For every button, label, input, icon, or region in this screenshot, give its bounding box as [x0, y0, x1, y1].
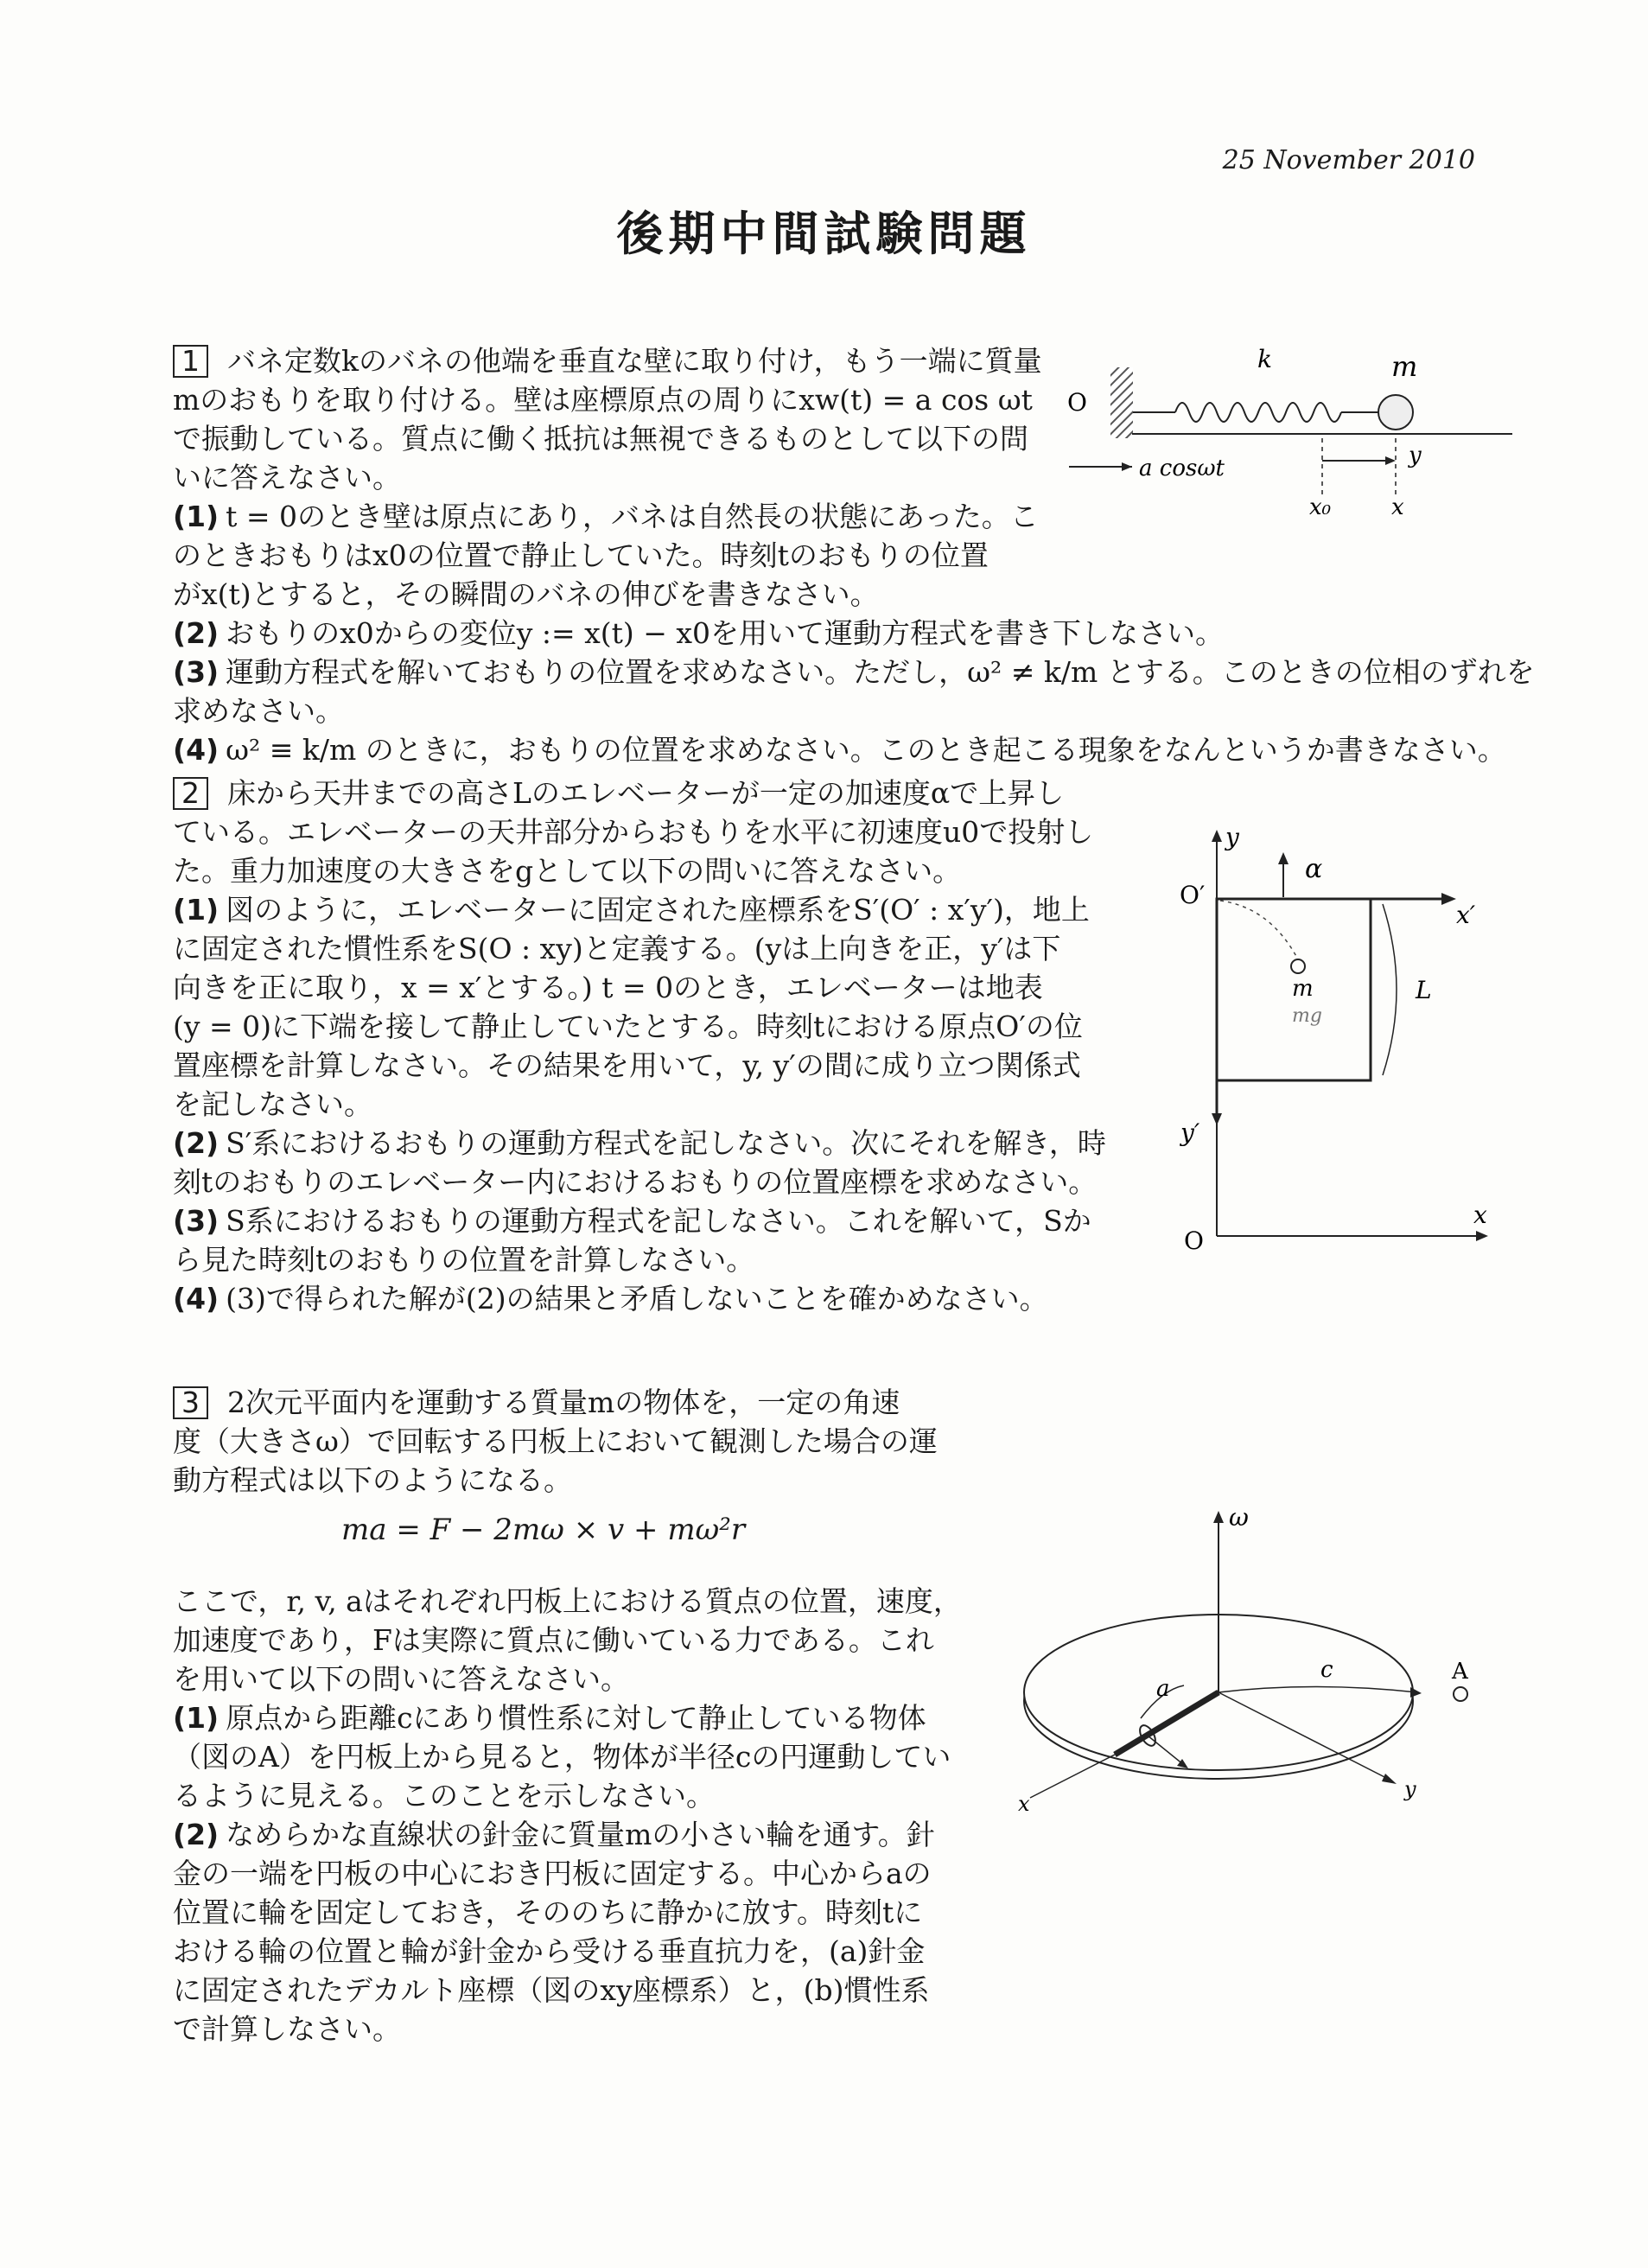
acceleration-label: α — [1305, 854, 1323, 884]
problem-2-line: 2 床から天井までの高さLのエレベーターが一定の加速度αで上昇し — [173, 774, 1064, 812]
omega-label: ω — [1229, 1503, 1249, 1532]
problem-2-line: ている。エレベーターの天井部分からおもりを水平に初速度u0で投射し — [173, 815, 1094, 849]
problem-1-line: 1 バネ定数kのバネの他端を垂直な壁に取り付け，もう一端に質量 — [173, 341, 1042, 380]
problem-3-q2: (2) なめらかな直線状の針金に質量mの小さい輪を通す。針 — [173, 1818, 935, 1851]
problem-1-line: がx(t)とすると，その瞬間のバネの伸びを書きなさい。 — [173, 577, 879, 611]
problem-2-line: ら見た時刻tのおもりの位置を計算しなさい。 — [173, 1243, 755, 1277]
equation-of-motion: ma = F − 2mω × v + mω²r — [341, 1513, 746, 1547]
x-prime-axis-label: x′ — [1456, 901, 1476, 929]
mass-label: m — [1292, 976, 1314, 1002]
x-label: x — [1391, 494, 1404, 520]
gravity-label: mg — [1292, 1005, 1322, 1027]
problem-2-q1: (1) 図のように，エレベーターに固定された座標系をS′(O′ : x′y′)，地上 — [173, 893, 1090, 927]
trajectory — [1220, 901, 1298, 959]
problem-1-line: で振動している。質点に働く抵抗は無視できるものとして以下の問 — [173, 422, 1028, 456]
problem-1-line: mのおもりを取り付ける。壁は座標原点の周りにxw(t) = a cos ωt — [173, 383, 1033, 417]
problem-3-line: 3 2次元平面内を運動する質量mの物体を，一定の角速 — [173, 1383, 900, 1422]
problem-2-number: 2 — [173, 777, 208, 810]
distance-a-label: a — [1156, 1676, 1170, 1702]
spring-constant-label: k — [1257, 345, 1272, 373]
x-axis-label: x — [1018, 1792, 1030, 1816]
object-A — [1454, 1687, 1467, 1701]
wall — [1110, 367, 1133, 438]
problem-3-line: に固定されたデカルト座標（図のxy座標系）と，(b)慣性系 — [173, 1973, 930, 2007]
problem-2-q4: (4) (3)で得られた解が(2)の結果と矛盾しないことを確かめなさい。 — [173, 1282, 1048, 1316]
problem-3-line: ここで，r, v, aはそれぞれ円板上における質点の位置，速度， — [173, 1584, 962, 1618]
problem-2-q3: (3) S系におけるおもりの運動方程式を記しなさい。これを解いて，Sか — [173, 1204, 1091, 1238]
y-prime-axis-label: y′ — [1180, 1118, 1200, 1147]
exam-title: 後期中間試験問題 — [616, 206, 1032, 261]
elevator-figure — [1167, 821, 1530, 1271]
rotating-disk-figure — [1011, 1495, 1495, 1824]
problem-3-line: 位置に輪を固定しておき，そののちに静かに放す。時刻tに — [173, 1895, 923, 1929]
problem-1-line: いに答えなさい。 — [173, 461, 401, 494]
problem-3-line: （図のA）を円板上から見ると，物体が半径cの円運動してい — [173, 1740, 951, 1774]
spring — [1175, 403, 1341, 422]
problem-1-line: 求めなさい。 — [173, 694, 344, 728]
spring-mass-figure — [1046, 341, 1530, 549]
x0-label: x₀ — [1309, 494, 1332, 520]
mass-label: m — [1391, 350, 1418, 383]
problem-3-line: 動方程式は以下のようになる。 — [173, 1463, 572, 1497]
origin-O-prime-label: O′ — [1180, 881, 1206, 909]
problem-2-line: を記しなさい。 — [173, 1087, 372, 1121]
problem-1-number: 1 — [173, 345, 208, 378]
problem-2-line: 置座標を計算しなさい。その結果を用いて，y, y′の間に成り立つ関係式 — [173, 1048, 1081, 1082]
projectile — [1291, 959, 1305, 973]
object-A-label: A — [1452, 1659, 1468, 1685]
exam-date: 25 November 2010 — [1222, 145, 1475, 175]
distance-c-label: c — [1320, 1657, 1333, 1683]
problem-2-line: に固定された慣性系をS(O : xy)と定義する。(yは上向きを正，y′は下 — [173, 932, 1061, 965]
mass-ball — [1378, 395, 1413, 430]
height-bracket — [1383, 904, 1397, 1075]
problem-1-line: のときおもりはx0の位置で静止していた。時刻tのおもりの位置 — [173, 538, 989, 572]
problem-3-line: で計算しなさい。 — [173, 2012, 401, 2046]
problem-3-line: を用いて以下の問いに答えなさい。 — [173, 1662, 629, 1696]
y-axis-label: y — [1404, 1777, 1416, 1801]
problem-2-q2: (2) S′系におけるおもりの運動方程式を記しなさい。次にそれを解き，時 — [173, 1126, 1106, 1160]
problem-3-q1: (1) 原点から距離cにあり慣性系に対して静止している物体 — [173, 1701, 926, 1735]
origin-label: O — [1067, 388, 1087, 417]
problem-3-line: 加速度であり，Fは実際に質点に働いている力である。これ — [173, 1623, 934, 1657]
problem-3-line: 度（大きさω）で回転する円板上において観測した場合の運 — [173, 1424, 938, 1458]
problem-1-q1: (1) t = 0のとき壁は原点にあり，バネは自然長の状態にあった。こ — [173, 500, 1039, 533]
y-axis-label: y — [1225, 823, 1239, 851]
problem-3-number: 3 — [173, 1386, 208, 1419]
height-L-label: L — [1416, 976, 1432, 1004]
wall-displacement-label: a cosωt — [1139, 456, 1225, 481]
problem-1-q3: (3) 運動方程式を解いておもりの位置を求めなさい。ただし，ω² ≠ k/m とする。このときの位相のずれを — [173, 655, 1535, 689]
origin-O-label: O — [1184, 1226, 1204, 1255]
problem-2-line: 向きを正に取り，x = x′とする。) t = 0のとき，エレベーターは地表 — [173, 971, 1043, 1004]
problem-1-q2: (2) おもりのx0からの変位y := x(t) − x0を用いて運動方程式を書き下しなさい。 — [173, 616, 1224, 650]
problem-3-line: 金の一端を円板の中心におき円板に固定する。中心からaの — [173, 1857, 932, 1890]
problem-2-line: 刻tのおもりのエレベーター内におけるおもりの位置座標を求めなさい。 — [173, 1165, 1098, 1199]
x-axis-label: x — [1473, 1201, 1487, 1229]
problem-2-line: (y = 0)に下端を接して静止していたとする。時刻tにおける原点O′の位 — [173, 1010, 1083, 1043]
problem-3-line: るように見える。このことを示しなさい。 — [173, 1779, 715, 1812]
displacement-y-label: y — [1409, 443, 1422, 468]
problem-3-line: おける輪の位置と輪が針金から受ける垂直抗力を，(a)針金 — [173, 1934, 926, 1968]
problem-2-line: た。重力加速度の大きさをgとして以下の問いに答えなさい。 — [173, 854, 962, 888]
problem-1-q4: (4) ω² ≡ k/m のときに，おもりの位置を求めなさい。このとき起こる現象をなんというか書きなさい。 — [173, 733, 1506, 767]
